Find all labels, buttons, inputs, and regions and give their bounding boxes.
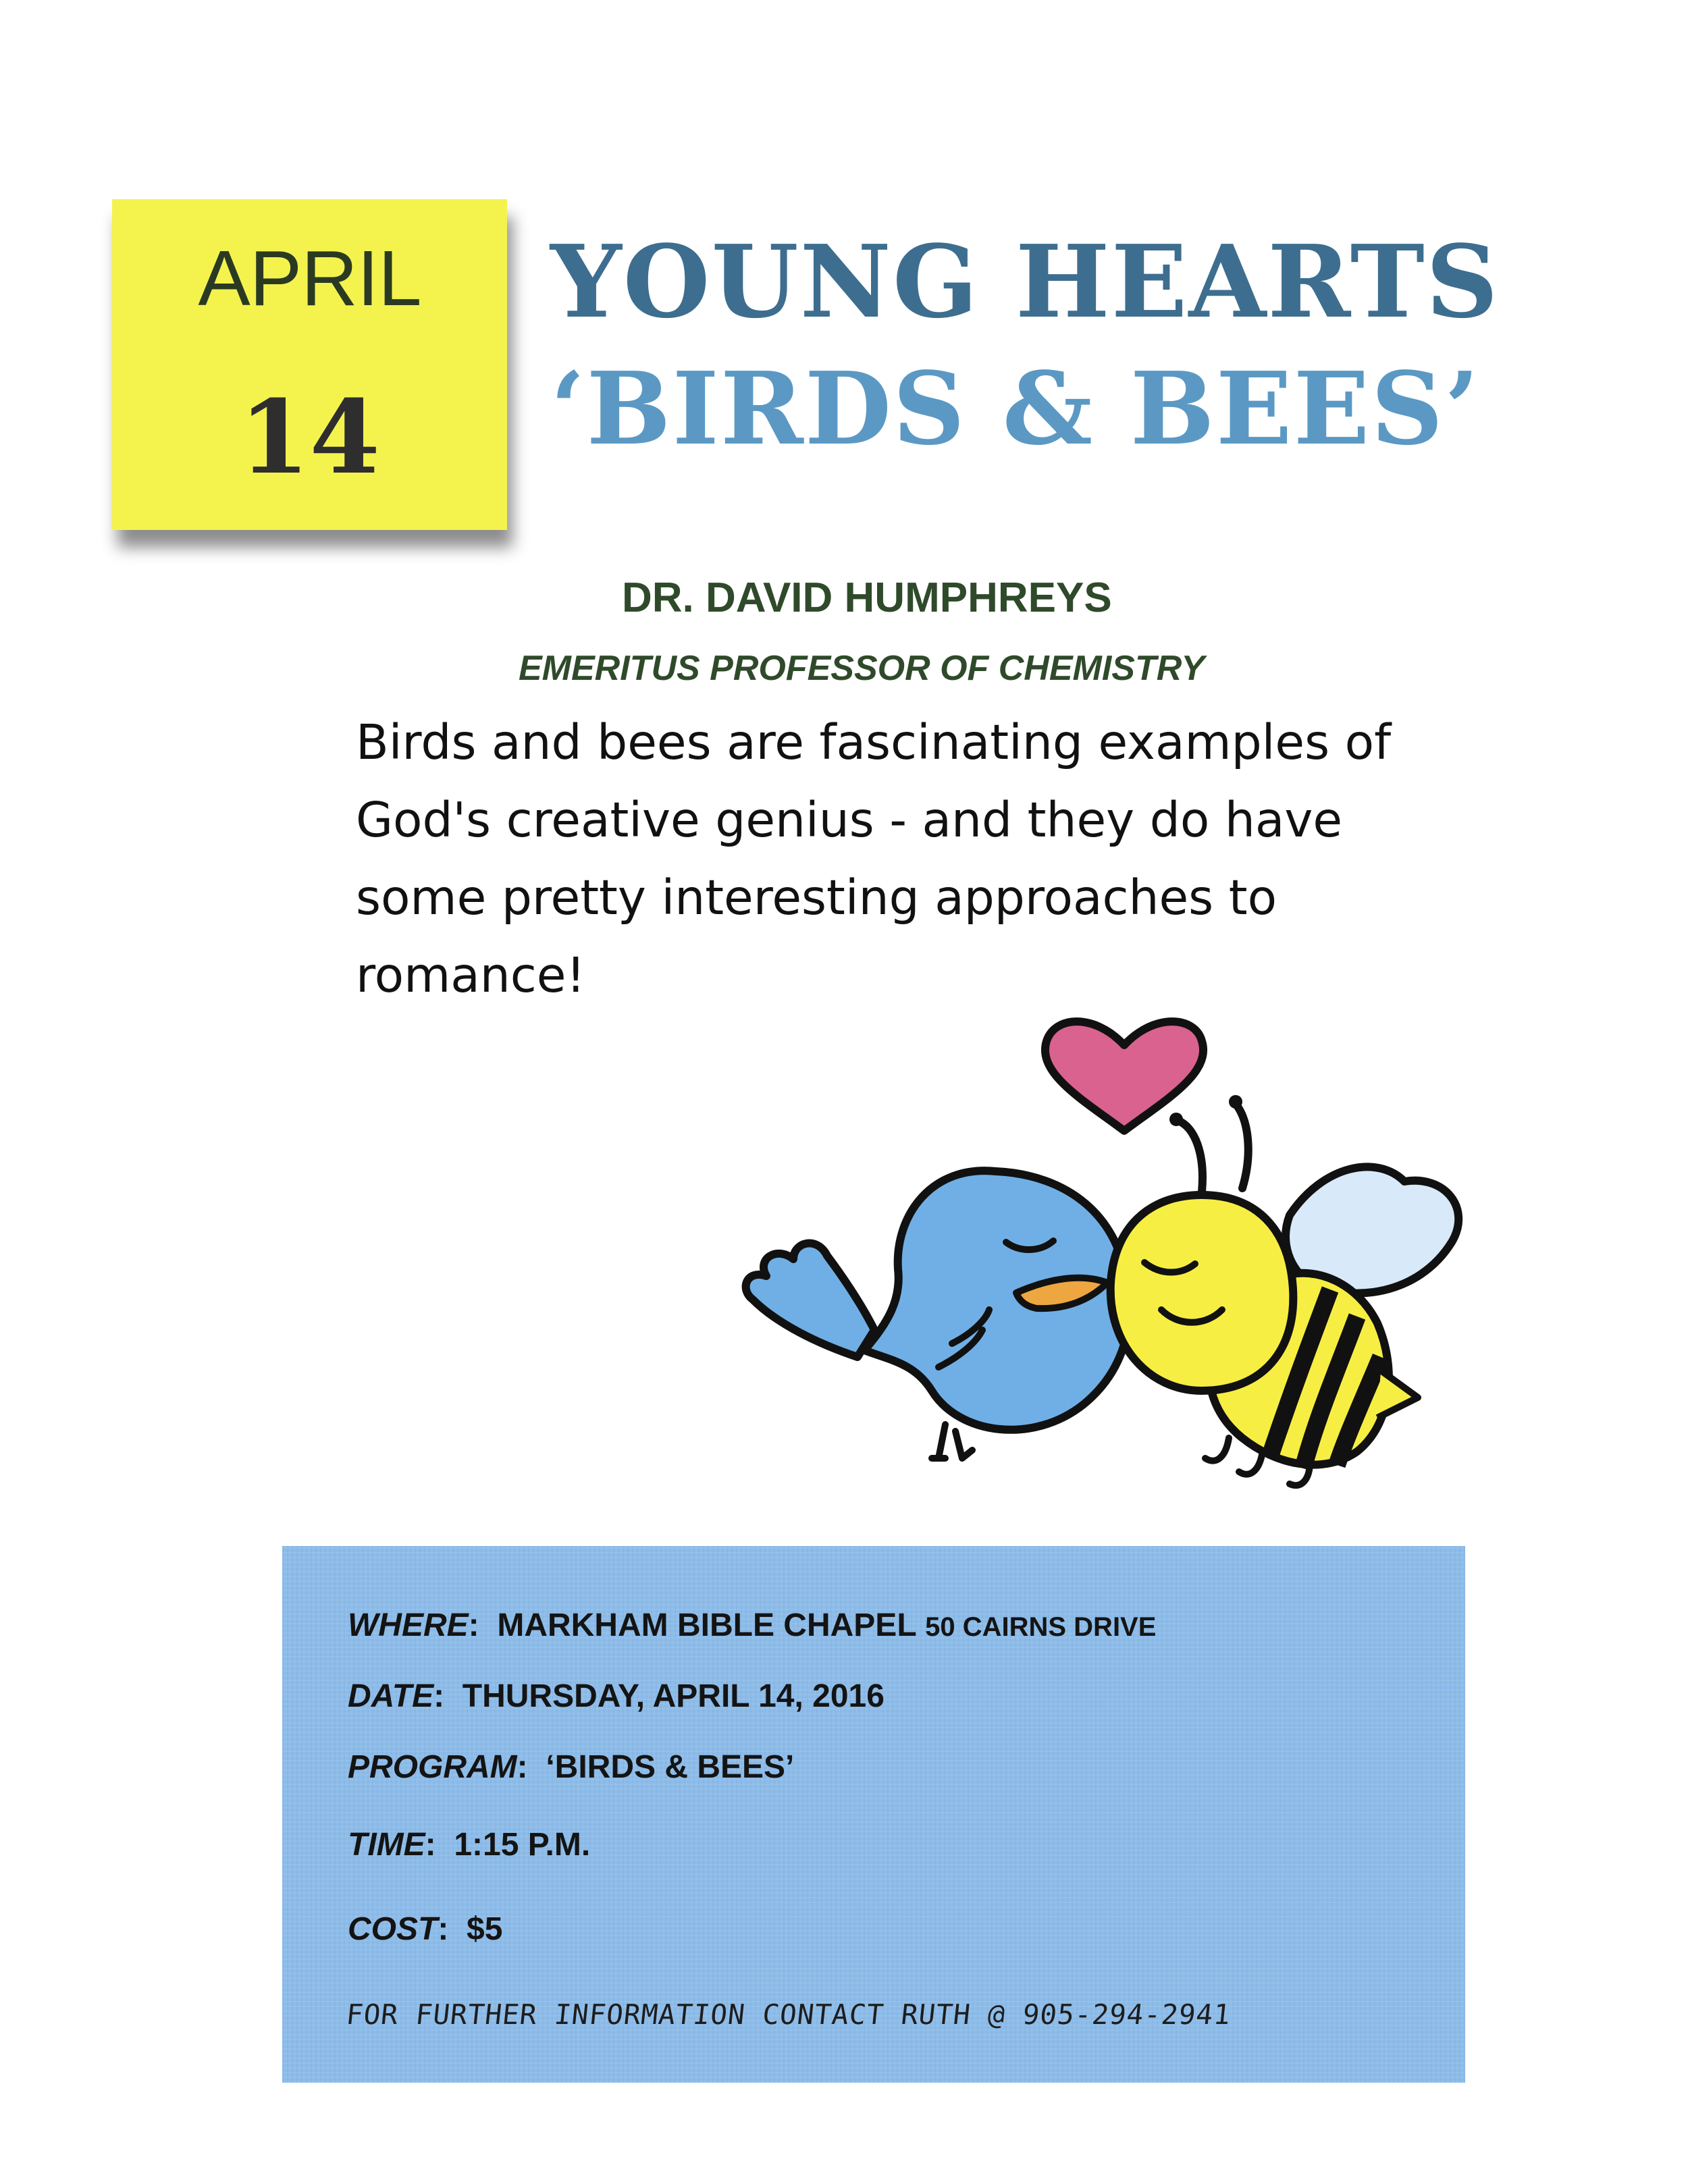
date-row: DATE: THURSDAY, APRIL 14, 2016 bbox=[348, 1678, 885, 1714]
time-value: 1:15 P.M. bbox=[454, 1827, 591, 1863]
contact-info: FOR FURTHER INFORMATION CONTACT RUTH @ 905-294-2941 bbox=[344, 1998, 1233, 2031]
cost-row: COST: $5 bbox=[348, 1911, 503, 1947]
where-value: MARKHAM BIBLE CHAPEL bbox=[497, 1607, 916, 1643]
time-row: TIME: 1:15 P.M. bbox=[348, 1827, 591, 1863]
where-row: WHERE: MARKHAM BIBLE CHAPEL 50 CAIRNS DRIVE bbox=[348, 1607, 1157, 1643]
event-details-box bbox=[282, 1546, 1465, 2083]
program-value: ‘BIRDS & BEES’ bbox=[546, 1749, 795, 1785]
where-address: 50 CAIRNS DRIVE bbox=[925, 1612, 1157, 1642]
description-line: Birds and bees are fascinating examples of bbox=[356, 714, 1392, 770]
where-label: WHERE bbox=[348, 1607, 469, 1643]
description-line: God's creative genius - and they do have bbox=[356, 792, 1343, 848]
speaker-position: EMERITUS PROFESSOR OF CHEMISTRY bbox=[519, 649, 1205, 688]
cost-value: $5 bbox=[467, 1911, 503, 1947]
title-line-1: YOUNG HEARTS bbox=[550, 223, 1500, 340]
description-line: romance! bbox=[356, 947, 585, 1003]
bee-icon bbox=[1111, 1095, 1458, 1485]
program-row: PROGRAM: ‘BIRDS & BEES’ bbox=[348, 1749, 795, 1785]
date-sticky-note bbox=[112, 199, 507, 530]
program-label: PROGRAM bbox=[348, 1749, 517, 1785]
title-line-2: ‘BIRDS & BEES’ bbox=[550, 350, 1481, 467]
date-month: APRIL bbox=[198, 234, 421, 322]
description-line: some pretty interesting approaches to bbox=[356, 870, 1277, 926]
date-value: THURSDAY, APRIL 14, 2016 bbox=[462, 1678, 885, 1714]
speaker-name: DR. DAVID HUMPHREYS bbox=[622, 575, 1112, 621]
time-label: TIME bbox=[348, 1827, 425, 1863]
cost-label: COST bbox=[348, 1911, 438, 1947]
date-label: DATE bbox=[348, 1678, 434, 1714]
description bbox=[356, 703, 1463, 1014]
bird-and-bee-illustration bbox=[729, 992, 1553, 1519]
bird-icon bbox=[746, 1171, 1130, 1458]
date-day: 14 bbox=[239, 378, 380, 497]
